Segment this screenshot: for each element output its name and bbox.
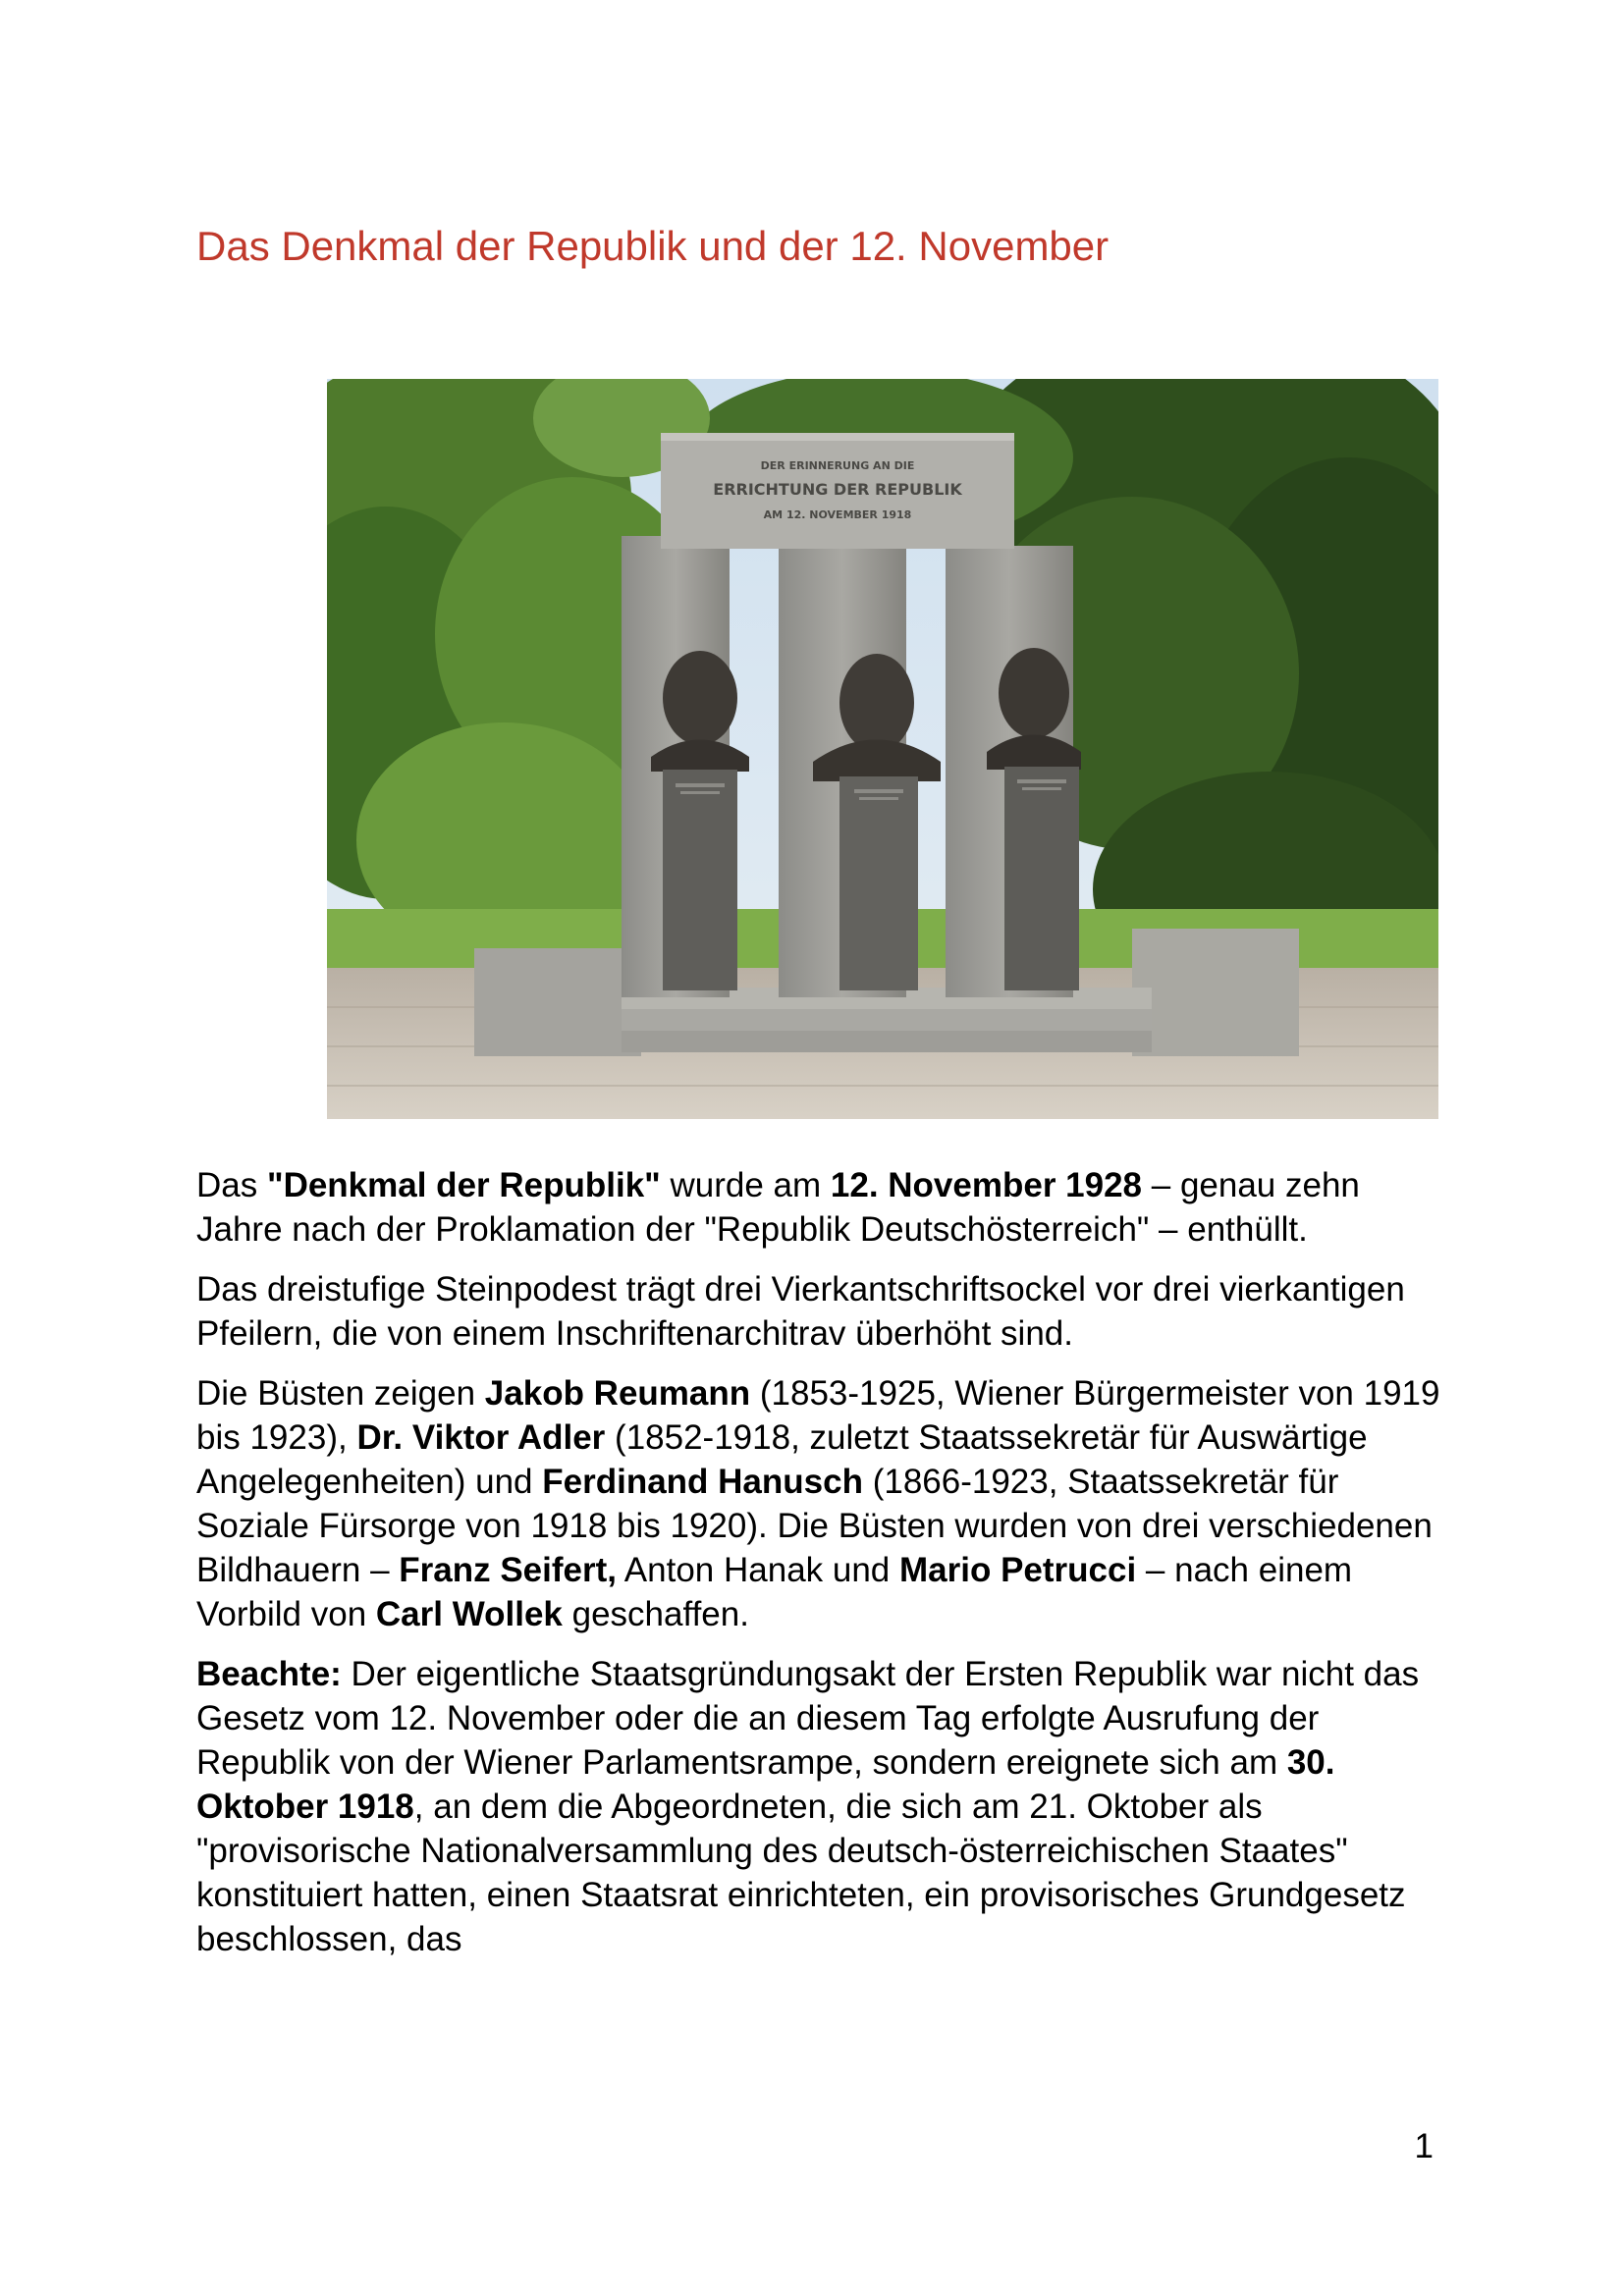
paragraph-1: Das "Denkmal der Republik" wurde am 12. November 1928 – genau zehn Jahre nach der Proklamation der "Republik Deutschösterreich" – enthüllt.	[196, 1166, 1360, 1249]
inscription-line-2: ERRICHTUNG DER REPUBLIK	[713, 480, 962, 499]
paragraph-2: Das dreistufige Steinpodest trägt drei Vierkantschriftsockel vor drei vierkantigen Pfeilern, die von einem Inschriftenarchitrav überhöht sind.	[196, 1270, 1405, 1353]
page-number: 1	[1414, 2127, 1434, 2165]
page-title: Das Denkmal der Republik und der 12. November	[196, 223, 1110, 269]
inscription-line-3: AM 12. NOVEMBER 1918	[763, 508, 912, 521]
paragraph-4: Beachte: Der eigentliche Staatsgründungsakt der Ersten Republik war nicht das Gesetz vom 12. November oder die an diesem Tag erfolgte Ausrufung der Republik von der Wiener Parlamentsrampe, sondern ereignete sich am 30. Oktober 1918, an dem die Abgeordneten, die sich am 21. Oktober als "provisorische Nationalversammlung des deutsch-österreichischen Staates" konstituiert hatten, einen Staatsrat einrichteten, ein provisorisches Grundgesetz beschlossen, das	[196, 1655, 1420, 1958]
inscription-line-1: DER ERINNERUNG AN DIE	[760, 459, 915, 472]
article-body	[196, 1163, 1443, 1977]
paragraph-3: Die Büsten zeigen Jakob Reumann (1853-1925, Wiener Bürgermeister von 1919 bis 1923), Dr. Viktor Adler (1852-1918, zuletzt Staatssekretär für Auswärtige Angelegenheiten) und Ferdinand Hanusch (1866-1923, Staatssekretär für Soziale Fürsorge von 1918 bis 1920). Die Büsten wurden von drei verschiedenen Bildhauern – Franz Seifert, Anton Hanak und Mario Petrucci – nach einem Vorbild von Carl Wollek geschaffen.	[196, 1374, 1440, 1633]
monument-photo	[327, 379, 1438, 1119]
